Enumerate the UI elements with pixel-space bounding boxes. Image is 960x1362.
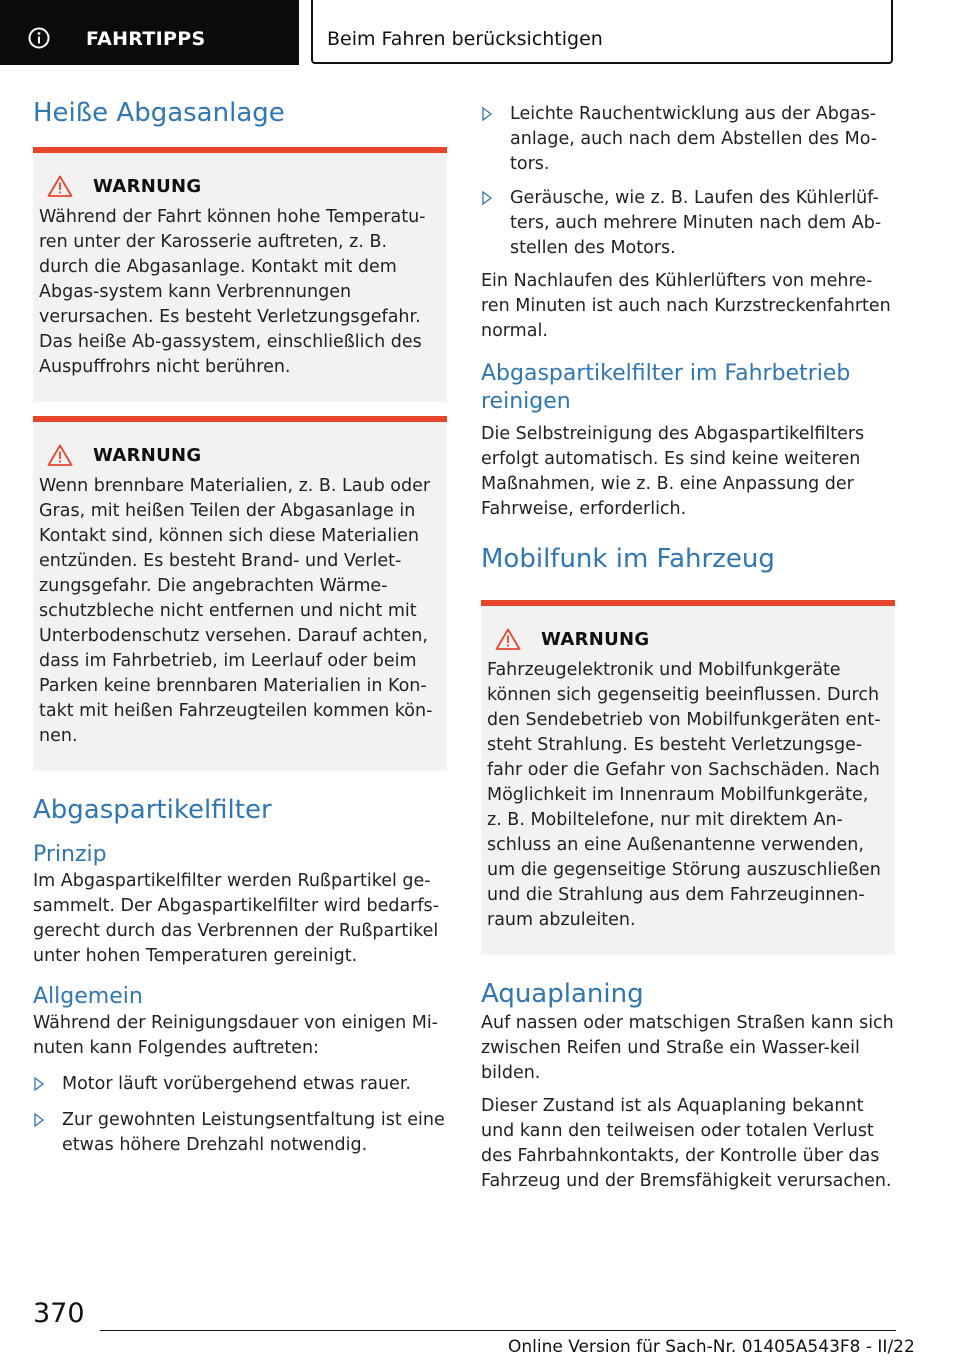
cooling-fan-text: Ein Nachlaufen des Kühlerlüfters von mehre-ren Minuten ist auch nach Kurzstreckenfahrten normal. [481, 271, 891, 341]
aquaplaning-text-1: Auf nassen oder matschigen Straßen kann sich zwischen Reifen und Straße ein Wasser-keil bilden. [481, 1013, 894, 1083]
warning-text: Wenn brennbare Materialien, z. B. Laub oder Gras, mit heißen Teilen der Abgasanlage in Kontakt sind, können sich diese Materialien entzünden. Es besteht Brand- und Verlet-zungsgefahr. Die angebrachten Wärme-schutzbleche nicht entfernen und nicht mit Unterbodenschutz versehen. Darauf achten, dass im Fahrbetrieb, im Leerlauf oder beim Parken keine brennbaren Materialien in Kon-takt mit heißen Fahrzeugteilen kommen kön-nen. [39, 476, 433, 746]
section-tab [0, 0, 299, 65]
warning-box-1 [33, 147, 447, 402]
filter-cleaning-text: Die Selbstreinigung des Abgaspartikelfilters erfolgt automatisch. Es sind keine weiteren Maßnahmen, wie z. B. eine Anpassung der Fahrweise, erforderlich. [481, 424, 865, 519]
principle-text: Im Abgaspartikelfilter werden Rußpartikel ge-sammelt. Der Abgaspartikelfilter wird bedarfs-gerecht durch das Verbrennen der Rußpartikel unter hohen Temperaturen gereinigt. [33, 871, 439, 966]
warning-box-3 [481, 600, 895, 955]
list-item: Geräusche, wie z. B. Laufen des Kühlerlüf-ters, auch mehrere Minuten nach dem Ab-stellen des Motors. [481, 186, 895, 261]
bullet-triangle-icon [482, 107, 492, 121]
heading-particle-filter: Abgaspartikelfilter [33, 795, 272, 825]
footer-text: Online Version für Sach-Nr. 01405A543F8 - II/22 [508, 1337, 915, 1357]
warning-text: Während der Fahrt können hohe Temperatu-ren unter der Karosserie auftreten, z. B. durch die Abgasanlage. Kontakt mit dem Abgas-system kann Verbrennungen verursachen. Es besteht Verletzungsgefahr. Das heiße Ab-gassystem, einschließlich des Auspuffrohrs nicht berühren. [39, 207, 426, 377]
warning-triangle-icon [47, 444, 73, 466]
bullet-triangle-icon [34, 1077, 44, 1091]
warning-label: WARNUNG [541, 628, 650, 650]
right-column [481, 96, 895, 1194]
warning-label: WARNUNG [93, 444, 202, 466]
subheading-filter-cleaning: Abgaspartikelfilter im Fahrbetrieb reinigen [481, 361, 851, 414]
info-icon [28, 27, 50, 49]
heading-hot-exhaust: Heiße Abgasanlage [33, 98, 285, 128]
bullet-list-left [33, 1072, 447, 1158]
subheading-general: Allgemein [33, 984, 143, 1009]
subheading-principle: Prinzip [33, 842, 107, 867]
page-number: 370 [33, 1298, 85, 1329]
page-title-box [311, 0, 893, 64]
warning-text: Fahrzeugelektronik und Mobilfunkgeräte können sich gegenseitig beeinflussen. Durch den Sendebetrieb von Mobilfunkgeräten ent-steht Strahlung. Es besteht Verletzungsge-fahr oder die Gefahr von Sachschäden. Nach Möglichkeit im Innenraum Mobilfunkgeräte, z. B. Mobiltelefone, nur mit direktem An-schluss an eine Außenantenne verwenden, um die gegenseitige Störung auszuschließen und die Strahlung aus dem Fahrzeuginnen-raum abzuleiten. [487, 660, 881, 930]
warning-label: WARNUNG [93, 175, 202, 197]
section-label: FAHRTIPPS [86, 28, 206, 50]
list-item: Leichte Rauchentwicklung aus der Abgas-anlage, auch nach dem Abstellen des Mo-tors. [481, 102, 895, 177]
bullet-triangle-icon [482, 191, 492, 205]
bullet-list-right [481, 102, 895, 261]
general-text: Während der Reinigungsdauer von einigen Mi-nuten kann Folgendes auftreten: [33, 1013, 438, 1058]
aquaplaning-text-2: Dieser Zustand ist als Aquaplaning bekannt und kann den teilweisen oder totalen Verlust des Fahrbahnkontakts, der Kontrolle über das Fahrzeug und der Bremsfähigkeit verursachen. [481, 1096, 892, 1191]
list-item: Zur gewohnten Leistungsentfaltung ist eine etwas höhere Drehzahl notwendig. [33, 1108, 447, 1158]
warning-triangle-icon [47, 175, 73, 197]
heading-aquaplaning: Aquaplaning [481, 979, 644, 1009]
heading-mobile-phone: Mobilfunk im Fahrzeug [481, 544, 775, 574]
page-title: Beim Fahren berücksichtigen [327, 28, 603, 50]
list-item: Motor läuft vorübergehend etwas rauer. [33, 1072, 447, 1097]
warning-box-2 [33, 416, 447, 771]
warning-triangle-icon [495, 628, 521, 650]
footer-divider [100, 1330, 896, 1331]
bullet-triangle-icon [34, 1113, 44, 1127]
left-column [33, 96, 447, 1158]
